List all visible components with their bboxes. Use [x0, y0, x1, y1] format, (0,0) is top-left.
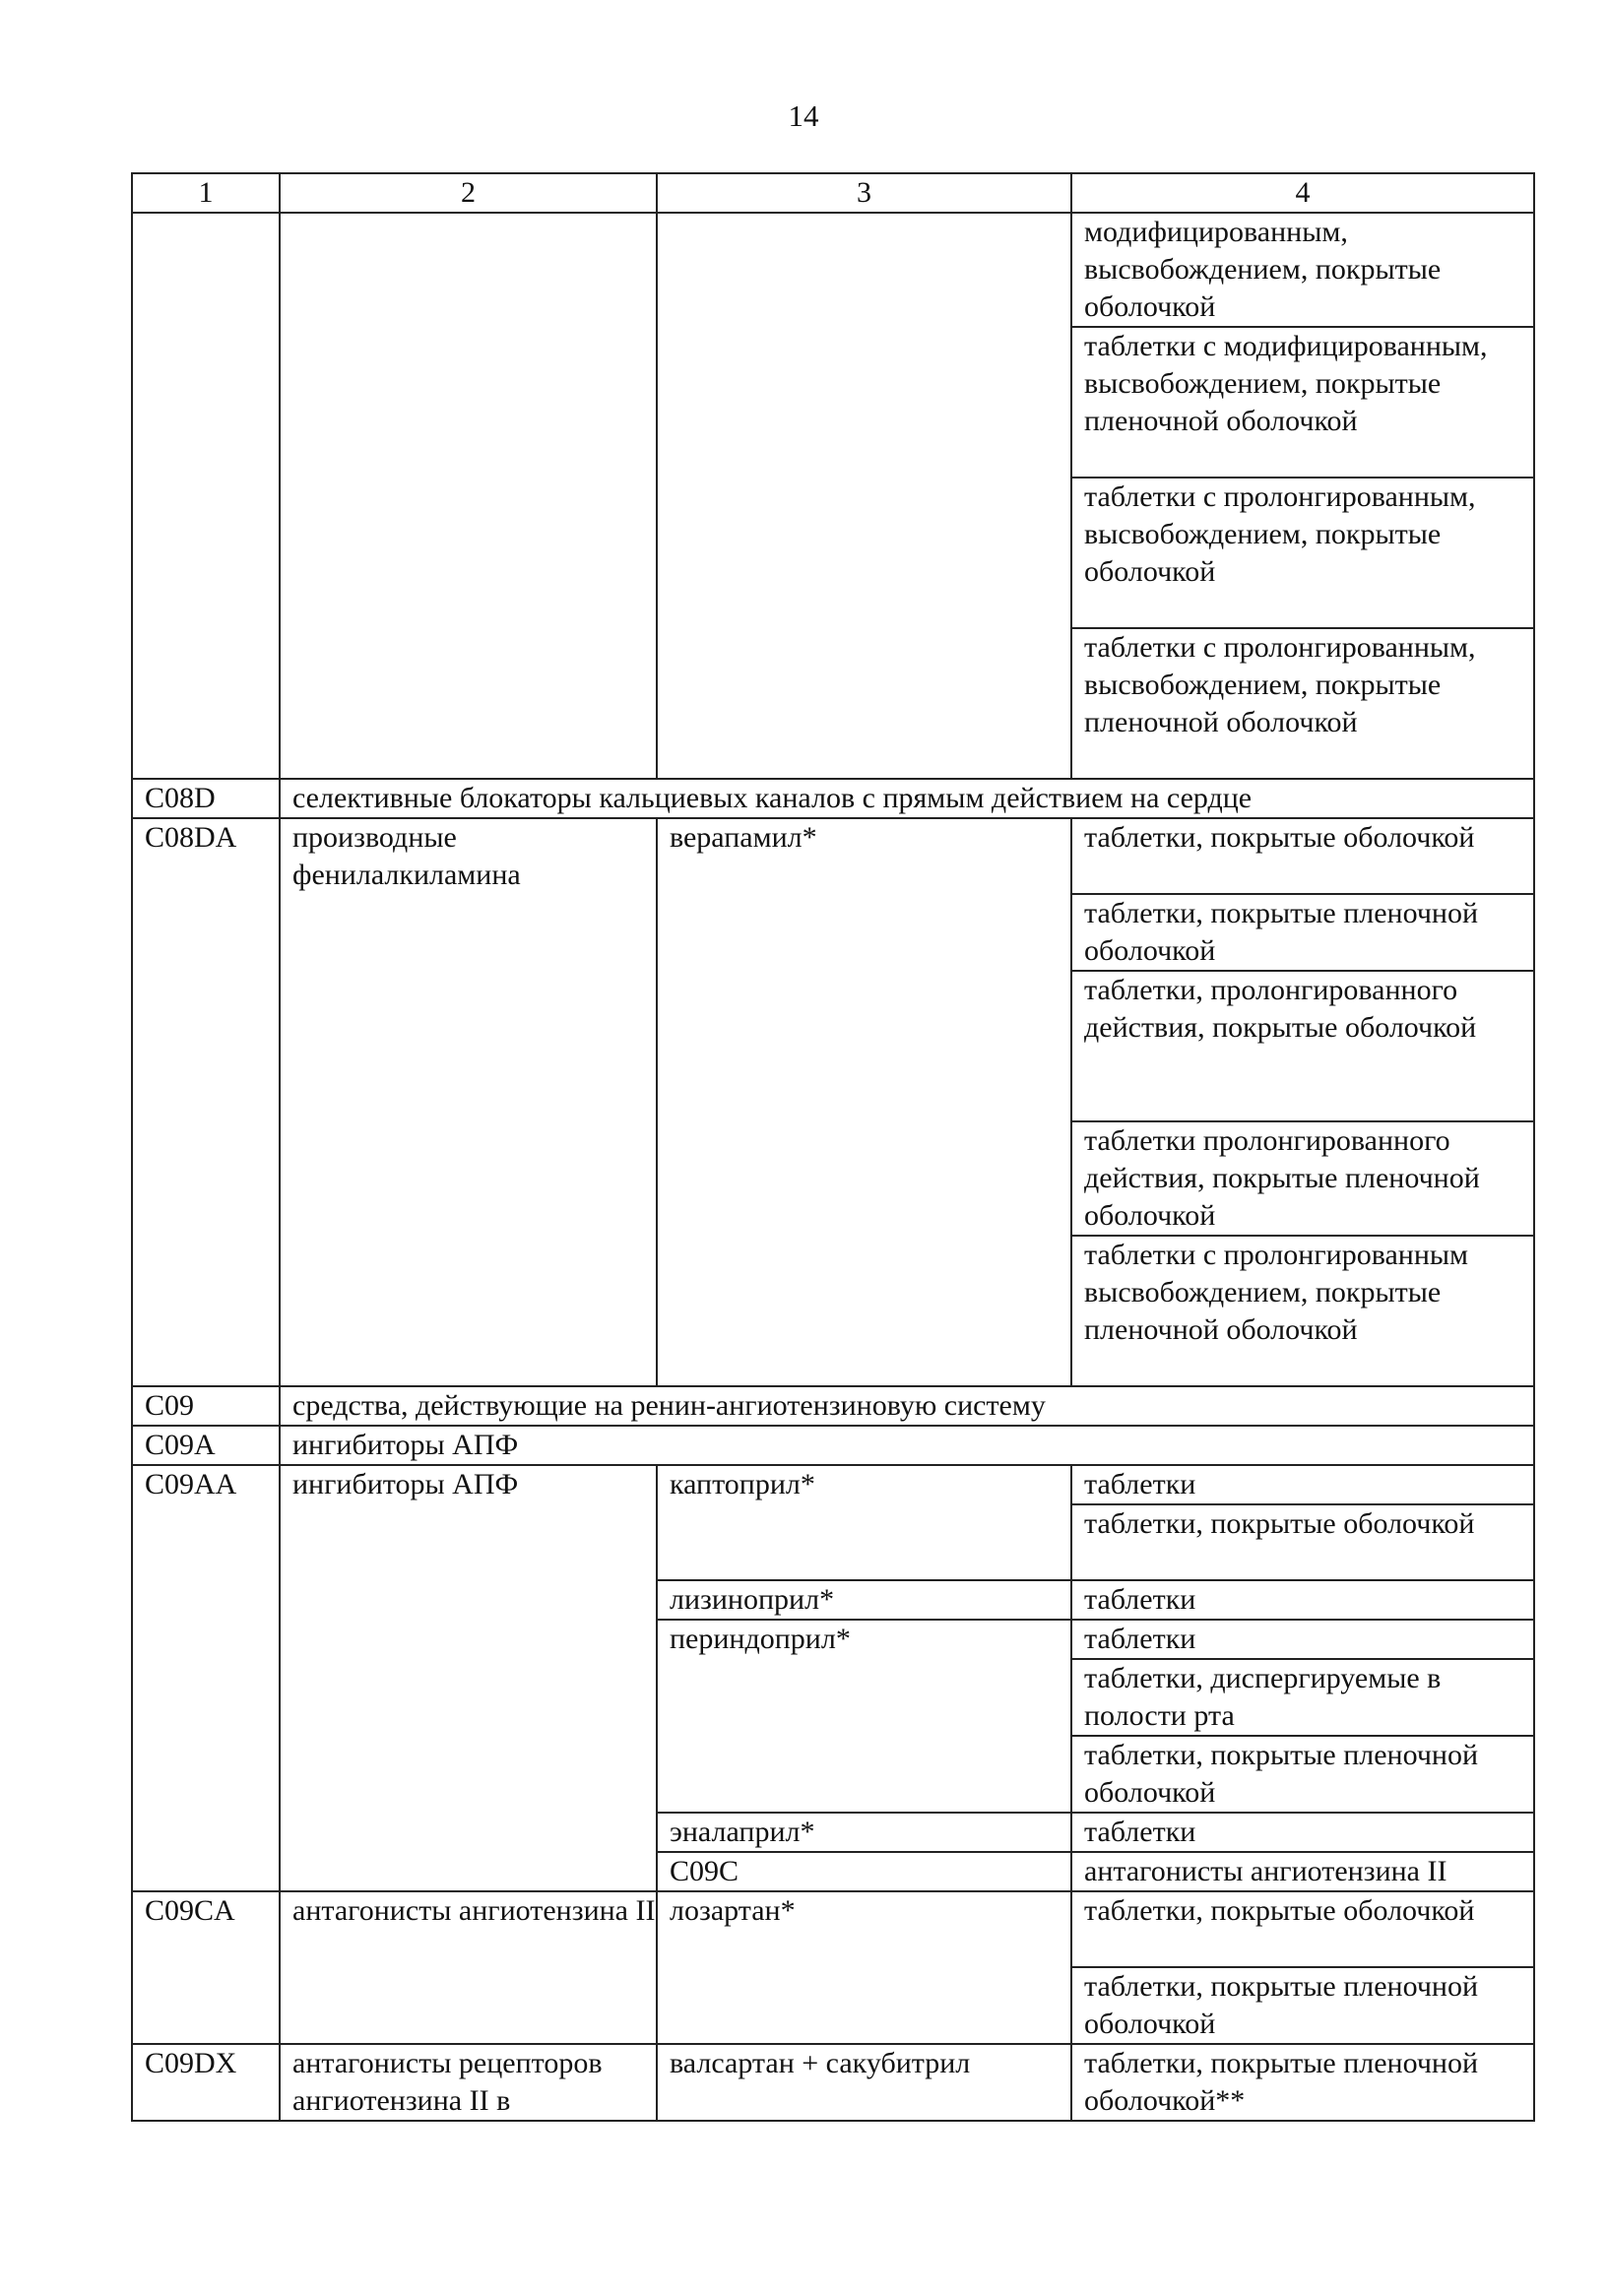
group-span-cell: селективные блокаторы кальциевых каналов с прямым действием на сердце [280, 779, 1534, 818]
dosage-form-cell: таблетки, покрытые оболочкой [1071, 818, 1534, 894]
drug-cell [657, 213, 1071, 779]
atc-code-cell: C09 [132, 1386, 280, 1426]
group-cell: антагонисты рецепторов ангиотензина II в [280, 2044, 657, 2121]
table-row [132, 1386, 1534, 1426]
group-cell: антагонисты ангиотензина II [280, 1891, 657, 2044]
atc-code-cell: C09C [657, 1852, 1071, 1891]
drug-cell: лизиноприл* [657, 1580, 1071, 1620]
dosage-form-cell: таблетки, покрытые пленочной оболочкой [1071, 894, 1534, 971]
header-col-4: 4 [1071, 173, 1534, 213]
dosage-form-cell: таблетки, пролонгированного действия, покрытые оболочкой [1071, 971, 1534, 1121]
drug-cell: периндоприл* [657, 1620, 1071, 1813]
group-cell: ингибиторы АПФ [280, 1465, 657, 1891]
drug-cell: эналаприл* [657, 1813, 1071, 1852]
dosage-form-cell: таблетки, диспергируемые в полости рта [1071, 1659, 1534, 1736]
dosage-form-cell: таблетки с пролонгированным, высвобождением, покрытые оболочкой [1071, 478, 1534, 628]
dosage-form-cell: таблетки с модифицированным, высвобождением, покрытые пленочной оболочкой [1071, 327, 1534, 478]
dosage-form-cell: таблетки с пролонгированным, высвобождением, покрытые пленочной оболочкой [1071, 628, 1534, 779]
group-span-cell: ингибиторы АПФ [280, 1426, 1534, 1465]
atc-code-cell: C09CA [132, 1891, 280, 2044]
group-span-cell: антагонисты ангиотензина II [1071, 1852, 1534, 1891]
header-col-1: 1 [132, 173, 280, 213]
atc-code-cell: C08D [132, 779, 280, 818]
dosage-form-cell: таблетки [1071, 1465, 1534, 1504]
drug-cell: верапамил* [657, 818, 1071, 1386]
group-cell: производные фенилалкиламина [280, 818, 657, 1386]
dosage-form-cell: таблетки [1071, 1580, 1534, 1620]
dosage-form-cell: таблетки [1071, 1813, 1534, 1852]
dosage-form-cell: таблетки, покрытые оболочкой [1071, 1891, 1534, 1967]
page-number: 14 [788, 98, 819, 133]
dosage-form-cell: таблетки пролонгированного действия, покрытые пленочной оболочкой [1071, 1121, 1534, 1236]
table-row [132, 779, 1534, 818]
table-row [132, 1465, 1534, 1504]
dosage-form-cell: таблетки с пролонгированным высвобождением, покрытые пленочной оболочкой [1071, 1236, 1534, 1386]
drug-table [131, 172, 1535, 2122]
atc-code-cell: C09AA [132, 1465, 280, 1891]
table-row [132, 213, 1534, 327]
table-row [132, 1891, 1534, 1967]
table-row [132, 818, 1534, 894]
dosage-form-cell: таблетки, покрытые оболочкой [1071, 1504, 1534, 1580]
dosage-form-cell: модифицированным, высвобождением, покрытые оболочкой [1071, 213, 1534, 327]
dosage-form-cell: таблетки [1071, 1620, 1534, 1659]
drug-cell: каптоприл* [657, 1465, 1071, 1580]
atc-code-cell: C09A [132, 1426, 280, 1465]
atc-code-cell: C08DA [132, 818, 280, 1386]
table-row [132, 1426, 1534, 1465]
table-header-row [132, 173, 1534, 213]
group-span-cell: средства, действующие на ренин-ангиотензиновую систему [280, 1386, 1534, 1426]
dosage-form-cell: таблетки, покрытые пленочной оболочкой [1071, 1967, 1534, 2044]
drug-cell: валсартан + сакубитрил [657, 2044, 1071, 2121]
drug-cell: лозартан* [657, 1891, 1071, 2044]
group-cell [280, 213, 657, 779]
atc-code-cell [132, 213, 280, 779]
atc-code-cell: C09DX [132, 2044, 280, 2121]
header-col-2: 2 [280, 173, 657, 213]
table-row [132, 2044, 1534, 2121]
header-col-3: 3 [657, 173, 1071, 213]
dosage-form-cell: таблетки, покрытые пленочной оболочкой [1071, 1736, 1534, 1813]
dosage-form-cell: таблетки, покрытые пленочной оболочкой** [1071, 2044, 1534, 2121]
